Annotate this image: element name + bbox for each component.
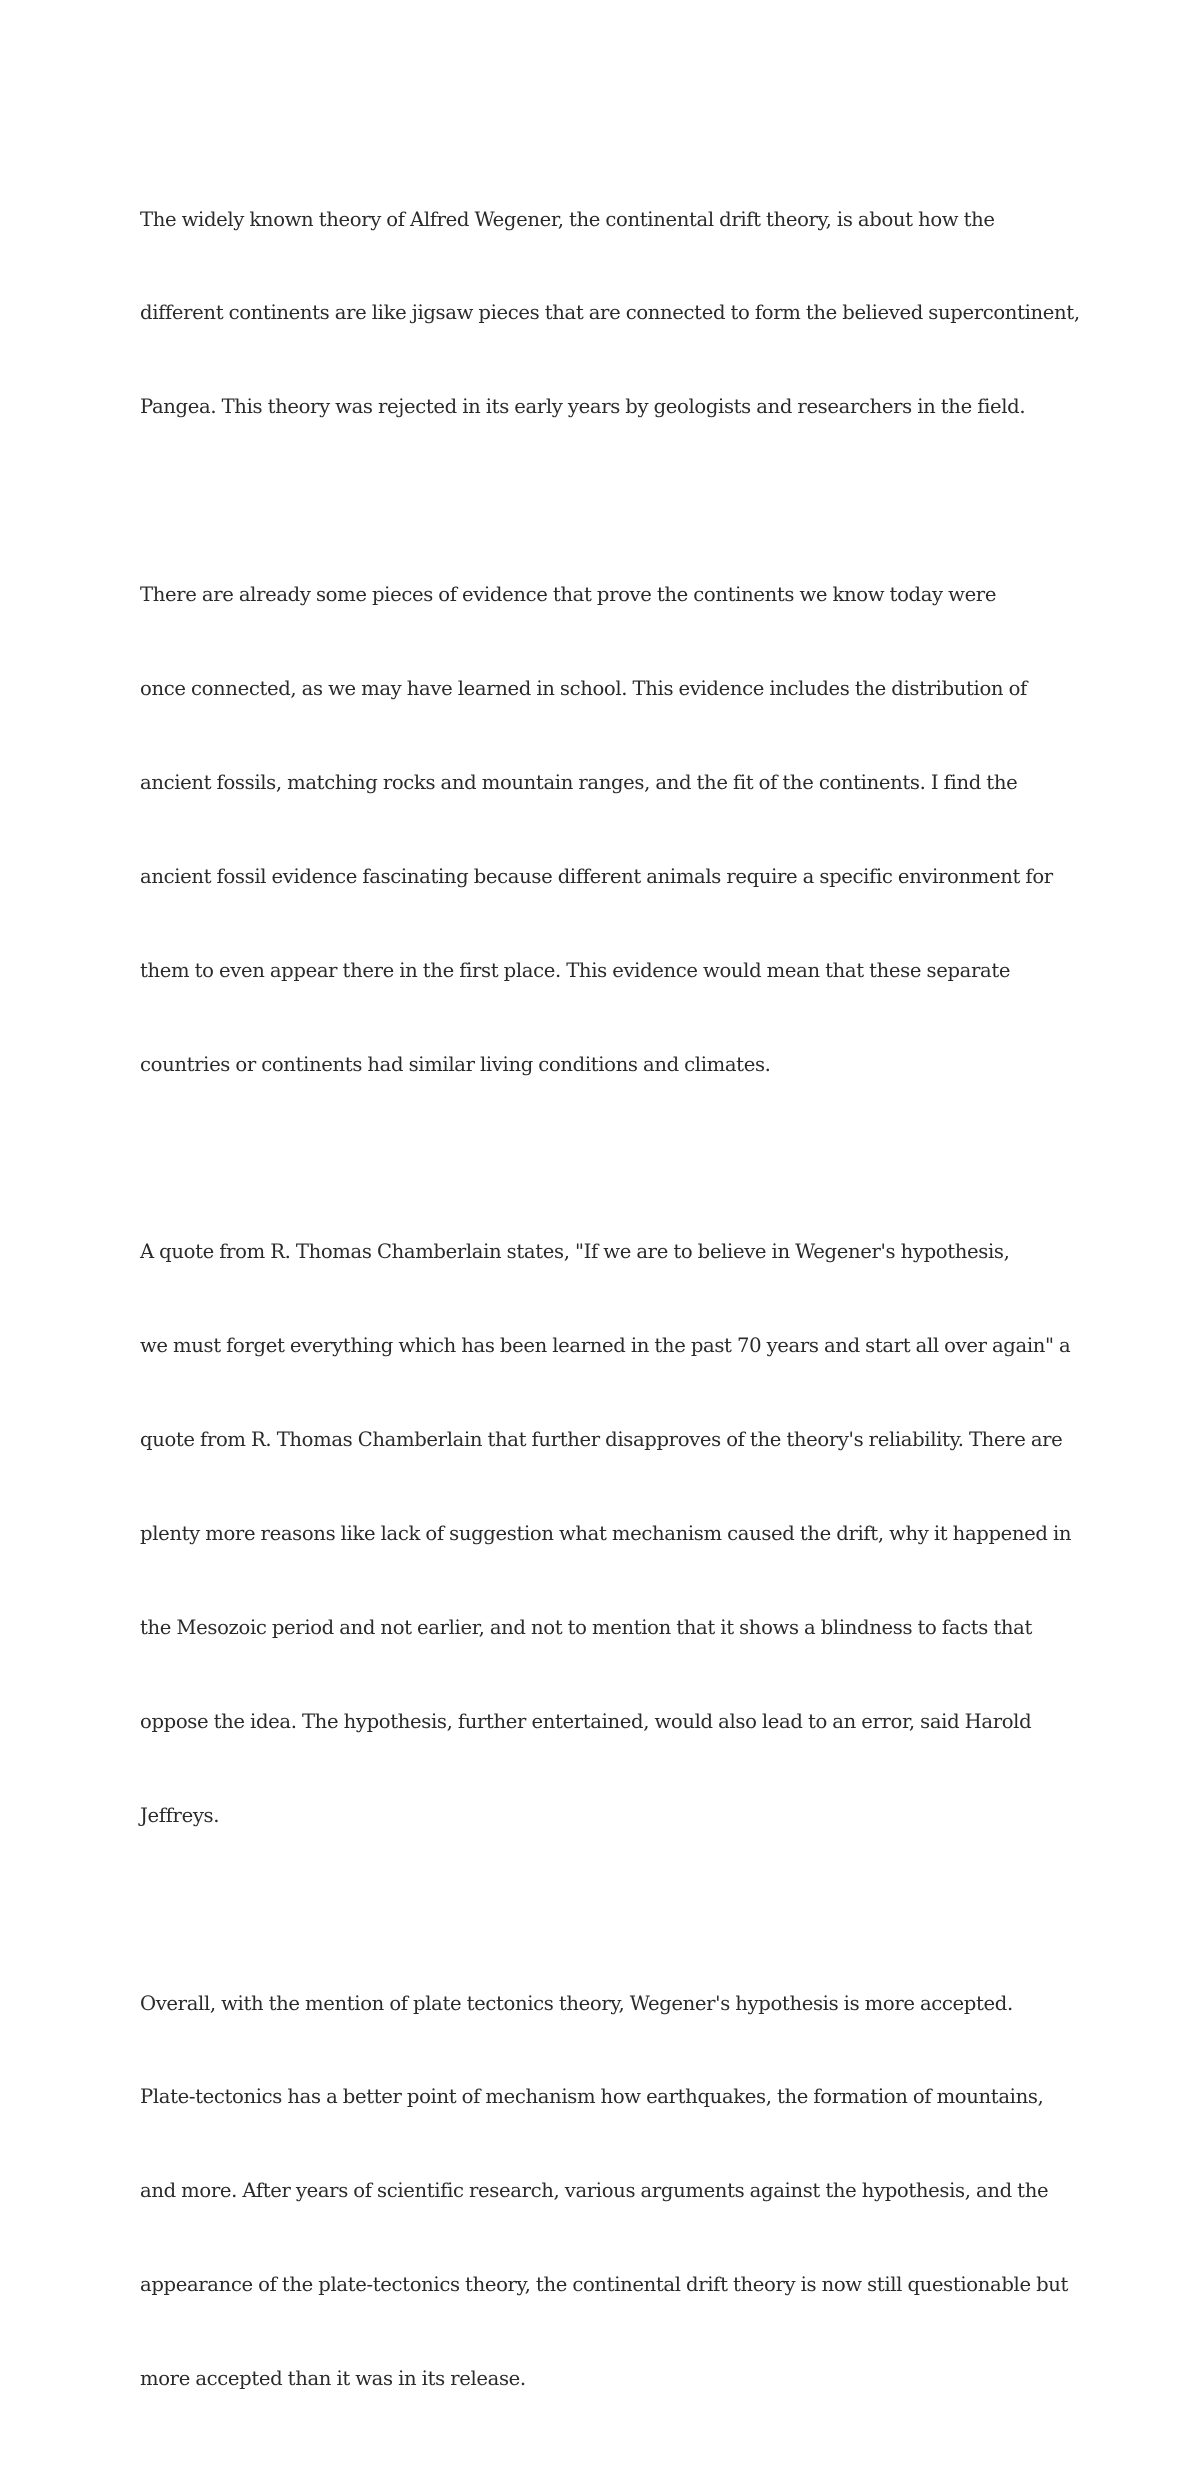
text-line: plenty more reasons like lack of suggestion what mechanism caused the drift, why it happened in — [140, 1522, 1072, 1546]
text-line: more accepted than it was in its release. — [140, 2367, 526, 2391]
text-line: we must forget everything which has been learned in the past 70 years and start all over again" a — [140, 1334, 1071, 1358]
text-line: There are already some pieces of evidence that prove the continents we know today were — [140, 583, 997, 607]
paragraph-1 — [140, 141, 1080, 485]
text-line: appearance of the plate-tectonics theory, the continental drift theory is now still questionable but — [140, 2273, 1069, 2297]
text-line: The widely known theory of Alfred Wegener, the continental drift theory, is about how the — [140, 207, 995, 231]
text-line: Pangea. This theory was rejected in its early years by geologists and researchers in the field. — [140, 395, 1026, 419]
text-line: ancient fossil evidence fascinating because different animals require a specific environment for — [140, 864, 1053, 888]
text-line: oppose the idea. The hypothesis, further entertained, would also lead to an error, said Harold — [140, 1709, 1032, 1733]
text-line: quote from R. Thomas Chamberlain that further disapproves of the theory's reliability. There are — [140, 1428, 1063, 1452]
text-line: Overall, with the mention of plate tectonics theory, Wegener's hypothesis is more accepted. — [140, 1991, 1013, 2015]
text-line: the Mesozoic period and not earlier, and not to mention that it shows a blindness to facts that — [140, 1615, 1032, 1639]
text-line: different continents are like jigsaw pieces that are connected to form the believed supercontinent, — [140, 301, 1080, 325]
paragraph-4 — [140, 1925, 1069, 2457]
text-line: Plate-tectonics has a better point of mechanism how earthquakes, the formation of mountains, — [140, 2085, 1044, 2109]
paragraph-2 — [140, 517, 1065, 1143]
text-line: Jeffreys. — [140, 1803, 220, 1827]
text-line: A quote from R. Thomas Chamberlain states, "If we are to believe in Wegener's hypothesis, — [140, 1240, 1010, 1264]
paragraph-3 — [140, 1174, 1072, 1894]
document-body — [140, 141, 1080, 2488]
text-line: them to even appear there in the first place. This evidence would mean that these separate — [140, 958, 1011, 982]
text-line: and more. After years of scientific research, various arguments against the hypothesis, and the — [140, 2179, 1049, 2203]
text-line: countries or continents had similar living conditions and climates. — [140, 1052, 771, 1076]
text-line: once connected, as we may have learned in school. This evidence includes the distribution of — [140, 677, 1027, 701]
text-line: ancient fossils, matching rocks and mountain ranges, and the fit of the continents. I find the — [140, 770, 1018, 794]
